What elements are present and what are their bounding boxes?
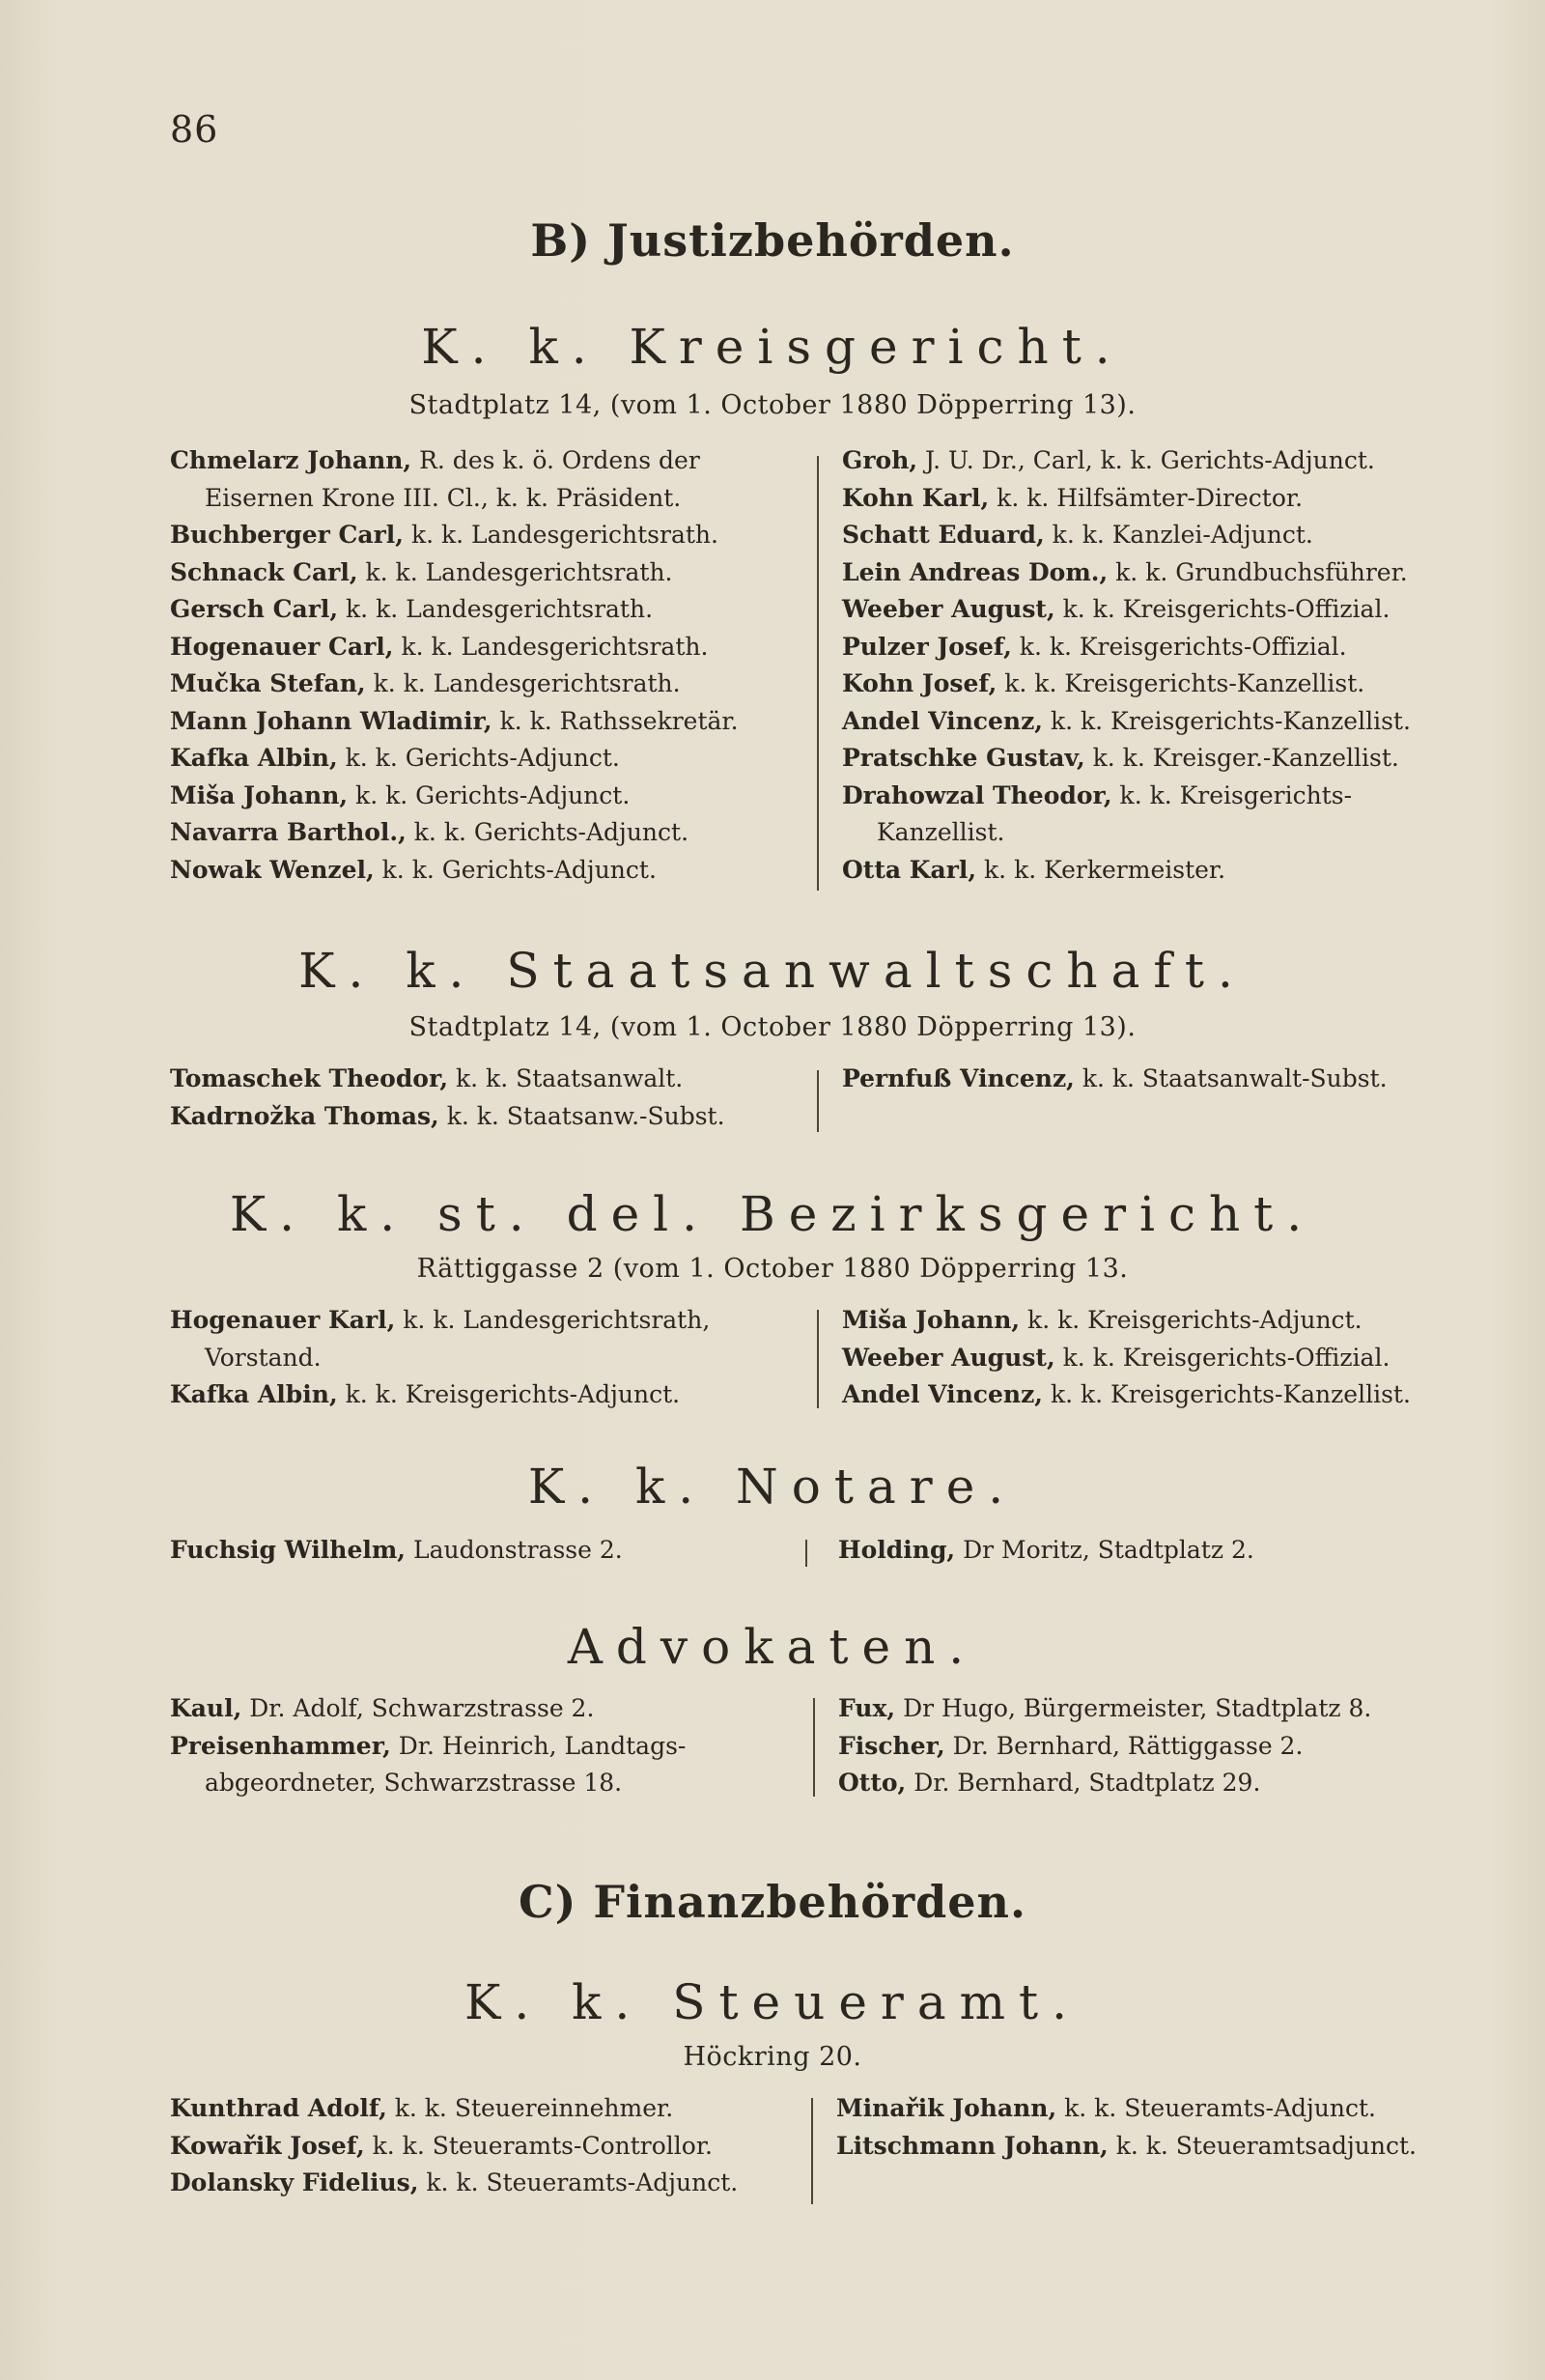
list-item: Mann Johann Wladimir, k. k. Rathssekretär. [170, 706, 739, 735]
list-item: Preisenhammer, Dr. Heinrich, Landtags-abgeordneter, Schwarzstrasse 18. [170, 1731, 687, 1797]
bezirksgericht-address: Rättiggasse 2 (vom 1. October 1880 Döpperring 13. [416, 1254, 1129, 1284]
list-item: Dolansky Fidelius, k. k. Steueramts-Adjunct. [170, 2168, 739, 2196]
list-item: Fuchsig Wilhelm, Laudonstrasse 2. [170, 1536, 623, 1564]
list-item: Andel Vincenz, k. k. Kreisgerichts-Kanzellist. [842, 1380, 1411, 1408]
notare-left-list [170, 1532, 807, 1570]
notare-title: K. k. Notare. [527, 1459, 1018, 1515]
bezirksgericht-left-list [170, 1302, 807, 1414]
list-item: Otto, Dr. Bernhard, Stadtplatz 29. [838, 1769, 1261, 1797]
steueramt-title: K. k. Steueramt. [464, 1974, 1082, 2030]
list-item: Hogenauer Karl, k. k. Landesgerichtsrath, Vorstand. [170, 1306, 711, 1372]
kreisgericht-left-list [170, 442, 807, 889]
column-divider [817, 456, 819, 891]
list-item: Fischer, Dr. Bernhard, Rättiggasse 2. [838, 1731, 1304, 1760]
list-item: Kafka Albin, k. k. Kreisgerichts-Adjunct. [170, 1380, 681, 1408]
list-item: Holding, Dr Moritz, Stadtplatz 2. [838, 1536, 1254, 1564]
list-item: Gersch Carl, k. k. Landesgerichtsrath. [170, 595, 654, 623]
list-item: Weeber August, k. k. Kreisgerichts-Offizial. [842, 1343, 1390, 1372]
kreisgericht-title: K. k. Kreisgericht. [421, 319, 1124, 375]
list-item: Kadrnožka Thomas, k. k. Staatsanw.-Subst. [170, 1101, 725, 1130]
advokaten-left-list [170, 1690, 788, 1802]
staatsanwaltschaft-right-list [842, 1061, 1479, 1098]
list-item: Miša Johann, k. k. Gerichts-Adjunct. [170, 780, 631, 809]
list-item: Kaul, Dr. Adolf, Schwarzstrasse 2. [170, 1694, 595, 1722]
list-item: Weeber August, k. k. Kreisgerichts-Offizial. [842, 595, 1390, 623]
list-item: Navarra Barthol., k. k. Gerichts-Adjunct. [170, 818, 689, 846]
column-divider [805, 1540, 807, 1567]
section-title-finanz: C) Finanzbehörden. [518, 1876, 1027, 1928]
bezirksgericht-right-list [842, 1302, 1479, 1414]
list-item: Lein Andreas Dom., k. k. Grundbuchsführer. [842, 557, 1408, 586]
list-item: Schnack Carl, k. k. Landesgerichtsrath. [170, 557, 673, 586]
list-item: Minařik Johann, k. k. Steueramts-Adjunct. [836, 2094, 1376, 2122]
steueramt-left-list [170, 2090, 807, 2202]
list-item: Groh, J. U. Dr., Carl, k. k. Gerichts-Adjunct. [842, 446, 1375, 474]
column-divider [817, 1070, 819, 1132]
list-item: Fux, Dr Hugo, Bürgermeister, Stadtplatz 8. [838, 1694, 1372, 1722]
list-item: Miša Johann, k. k. Kreisgerichts-Adjunct. [842, 1306, 1362, 1334]
kreisgericht-address: Stadtplatz 14, (vom 1. October 1880 Döpperring 13). [408, 390, 1137, 420]
column-divider [817, 1310, 819, 1408]
staatsanwaltschaft-title: K. k. Staatsanwaltschaft. [298, 943, 1247, 999]
list-item: Andel Vincenz, k. k. Kreisgerichts-Kanzellist. [842, 706, 1411, 735]
steueramt-right-list [836, 2090, 1474, 2165]
list-item: Schatt Eduard, k. k. Kanzlei-Adjunct. [842, 521, 1313, 549]
list-item: Kowařik Josef, k. k. Steueramts-Controllor. [170, 2131, 713, 2160]
list-item: Pratschke Gustav, k. k. Kreisger.-Kanzellist. [842, 744, 1399, 772]
list-item: Kunthrad Adolf, k. k. Steuereinnehmer. [170, 2094, 674, 2122]
kreisgericht-right-list [842, 442, 1479, 889]
list-item: Drahowzal Theodor, k. k. Kreisgerichts-Kanzellist. [842, 780, 1353, 846]
list-item: Nowak Wenzel, k. k. Gerichts-Adjunct. [170, 855, 657, 884]
column-divider [813, 1698, 815, 1797]
advokaten-right-list [838, 1690, 1475, 1802]
section-title-justiz: B) Justizbehörden. [530, 214, 1015, 267]
list-item: Mučka Stefan, k. k. Landesgerichtsrath. [170, 669, 681, 697]
notare-right-list [838, 1532, 1475, 1570]
column-divider [811, 2098, 813, 2204]
list-item: Chmelarz Johann, R. des k. ö. Ordens der Eisernen Krone III. Cl., k. k. Präsident. [170, 446, 700, 512]
list-item: Tomaschek Theodor, k. k. Staatsanwalt. [170, 1064, 684, 1092]
steueramt-address: Höckring 20. [683, 2042, 862, 2072]
list-item: Pernfuß Vincenz, k. k. Staatsanwalt-Subst. [842, 1064, 1388, 1092]
advokaten-title: Advokaten. [567, 1619, 978, 1675]
list-item: Litschmann Johann, k. k. Steueramtsadjunct. [836, 2131, 1417, 2160]
bezirksgericht-title: K. k. st. del. Bezirksgericht. [229, 1186, 1316, 1242]
list-item: Kohn Josef, k. k. Kreisgerichts-Kanzellist. [842, 669, 1365, 697]
staatsanwaltschaft-left-list [170, 1061, 807, 1135]
list-item: Kafka Albin, k. k. Gerichts-Adjunct. [170, 744, 620, 772]
list-item: Otta Karl, k. k. Kerkermeister. [842, 855, 1226, 884]
staatsanwaltschaft-address: Stadtplatz 14, (vom 1. October 1880 Döpperring 13). [408, 1012, 1137, 1042]
list-item: Buchberger Carl, k. k. Landesgerichtsrath. [170, 521, 718, 549]
list-item: Hogenauer Carl, k. k. Landesgerichtsrath. [170, 632, 709, 661]
list-item: Pulzer Josef, k. k. Kreisgerichts-Offizial. [842, 632, 1347, 661]
list-item: Kohn Karl, k. k. Hilfsämter-Director. [842, 483, 1304, 512]
page-number: 86 [170, 108, 219, 151]
